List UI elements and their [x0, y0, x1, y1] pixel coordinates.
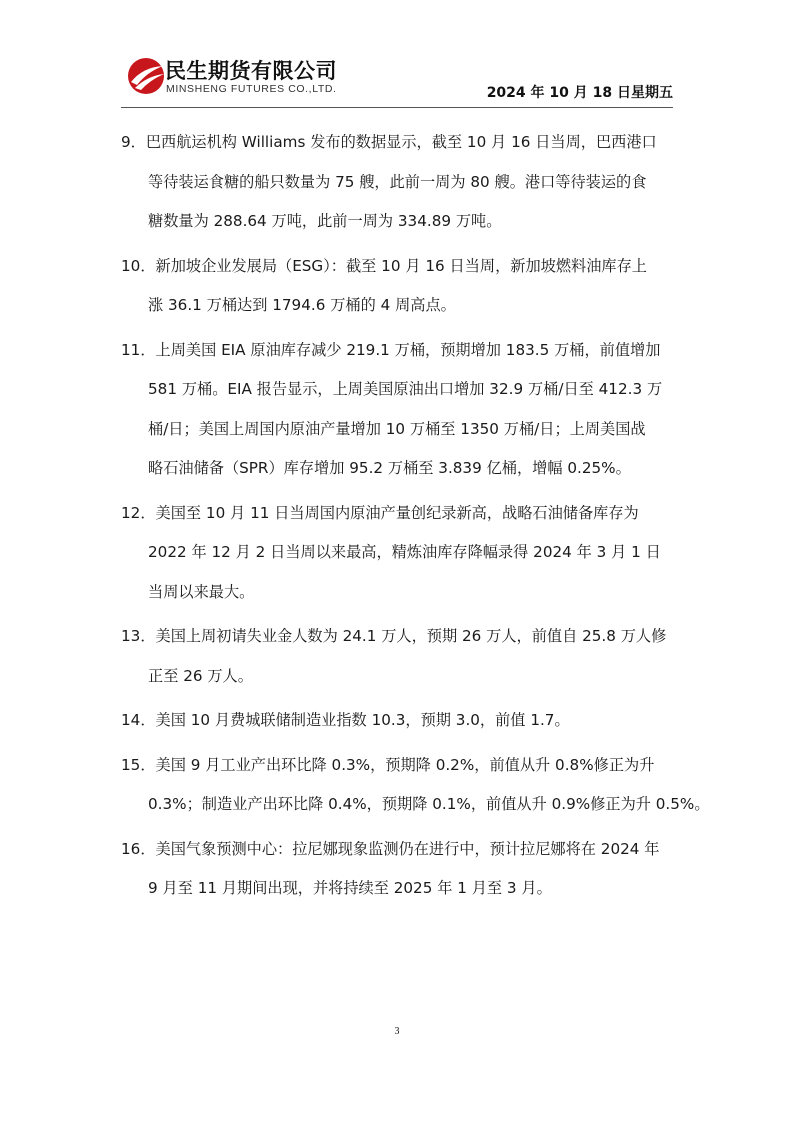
company-logo: [121, 52, 371, 102]
news-item-13: [121, 617, 675, 696]
news-line: 13．美国上周初请失业金人数为 24.1 万人，预期 26 万人，前值自 25.8 万人修: [121, 627, 667, 645]
news-line: 2022 年 12 月 2 日当周以来最高，精炼油库存降幅录得 2024 年 3 月 1 日: [148, 543, 661, 561]
news-line: 0.3%；制造业产出环比降 0.4%，预期降 0.1%，前值从升 0.9%修正为升 0.5%。: [148, 795, 710, 813]
news-line: 正至 26 万人。: [148, 666, 253, 685]
news-line: 9 月至 11 月期间出现，并将持续至 2025 年 1 月至 3 月。: [148, 879, 552, 897]
header-divider: [121, 107, 673, 108]
news-line: 10．新加坡企业发展局（ESG）：截至 10 月 16 日当周，新加坡燃料油库存上: [121, 256, 647, 275]
news-item-10: [121, 247, 675, 326]
news-line: 14．美国 10 月费城联储制造业指数 10.3，预期 3.0，前值 1.7。: [121, 711, 570, 729]
news-line: 581 万桶。EIA 报告显示，上周美国原油出口增加 32.9 万桶/日至 412.3 万: [148, 380, 663, 398]
minsheng-logo-icon: [125, 55, 167, 97]
news-line: 9．巴西航运机构 Williams 发布的数据显示，截至 10 月 16 日当周，巴西港口: [121, 133, 657, 151]
news-line: 桶/日；美国上周国内原油产量增加 10 万桶至 1350 万桶/日；上周美国战: [148, 419, 646, 438]
news-item-9: [121, 123, 675, 242]
news-line: 涨 36.1 万桶达到 1794.6 万桶的 4 周高点。: [148, 296, 456, 314]
page-header: [121, 52, 673, 106]
news-line: 当周以来最大。: [148, 582, 255, 601]
news-line: 16．美国气象预测中心：拉尼娜现象监测仍在进行中，预计拉尼娜将在 2024 年: [121, 839, 660, 858]
news-item-16: [121, 830, 675, 909]
report-date: 2024 年 10 月 18 日星期五: [486, 85, 673, 101]
news-line: 略石油储备（SPR）库存增加 95.2 万桶至 3.839 亿桶，增幅 0.25%。: [148, 459, 631, 477]
news-line: 等待装运食糖的船只数量为 75 艘，此前一周为 80 艘。港口等待装运的食: [148, 172, 647, 191]
news-line: 11．上周美国 EIA 原油库存减少 219.1 万桶，预期增加 183.5 万桶，前值增加: [121, 340, 661, 359]
news-item-15: [121, 746, 710, 825]
news-list: [121, 123, 710, 914]
news-line: 15．美国 9 月工业产出环比降 0.3%，预期降 0.2%，前值从升 0.8%修正为升: [121, 755, 655, 774]
news-line: 糖数量为 288.64 万吨，此前一周为 334.89 万吨。: [148, 212, 502, 230]
company-name-en: MINSHENG FUTURES CO.,LTD.: [166, 83, 337, 95]
news-line: 12．美国至 10 月 11 日当周国内原油产量创纪录新高，战略石油储备库存为: [121, 503, 639, 522]
company-name-cn: 民生期货有限公司: [165, 59, 337, 83]
news-item-14: [121, 701, 675, 741]
news-item-12: [121, 494, 675, 613]
news-item-11: [121, 331, 675, 489]
page-number: 3: [394, 1026, 400, 1037]
